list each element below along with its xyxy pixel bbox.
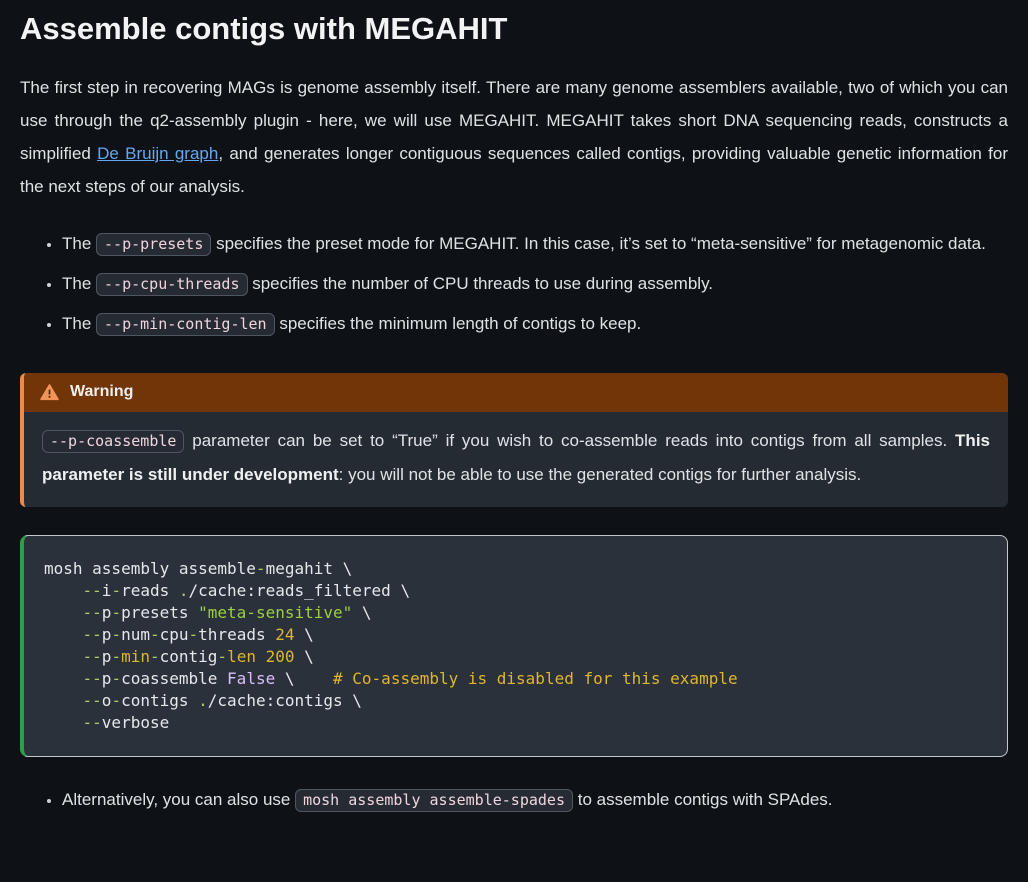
list-item [62, 783, 1008, 817]
warning-triangle-icon [40, 383, 59, 402]
text-run: parameter can be set to “True” if you wish to co-assemble reads into contigs from all samples. [184, 430, 956, 450]
code-token-op: - [217, 646, 228, 666]
code-token-pl: /cache:contigs \ [207, 690, 362, 710]
code-token-pl: threads [198, 624, 276, 644]
code-token-pl: p [101, 646, 112, 666]
list-item [62, 267, 1008, 301]
code-line [44, 558, 987, 580]
code-token-pl: presets [121, 602, 199, 622]
code-token-pl: verbose [101, 712, 170, 732]
code-token-op: - [111, 624, 122, 644]
text-run: The [62, 233, 97, 253]
text-run: to assemble contigs with SPAdes. [573, 789, 833, 809]
warning-admonition [20, 373, 1008, 507]
code-token-pl: megahit \ [265, 558, 353, 578]
text-run: specifies the preset mode for MEGAHIT. In this case, it’s set to “meta-sensitive” for metagenomic data. [211, 233, 986, 253]
list-item [62, 307, 1008, 341]
code-token-op: . [178, 580, 189, 600]
code-token-pl: o [101, 690, 112, 710]
code-token-pl: \ [275, 668, 334, 688]
intro-paragraph [20, 71, 1008, 203]
code-token-pl [44, 647, 83, 666]
code-token-op: -- [82, 580, 102, 600]
code-block [20, 535, 1008, 757]
code-token-op: - [111, 580, 122, 600]
code-token-pl: /cache:reads_filtered \ [188, 580, 411, 600]
code-token-pl: reads [121, 580, 179, 600]
text-run: The first step in recovering MAGs is genome assembly itself. There are many genome assemblers available, two of which you can use through the q2-assembly plugin - here, we will use MEGAHIT. MEGAHIT takes short DNA sequencing reads, constructs a simplified [20, 77, 1008, 163]
code-token-pl: contigs [121, 690, 199, 710]
code-token-op: -- [82, 624, 102, 644]
code-token-pl [44, 669, 83, 688]
code-token-op: . [198, 690, 208, 710]
code-token-num: min [121, 646, 150, 666]
code-token-op: -- [82, 690, 102, 710]
code-token-pl [44, 713, 83, 732]
code-token-op: - [255, 558, 266, 578]
code-line [44, 602, 987, 624]
text-run: Alternatively, you can also use [62, 789, 296, 809]
code-token-op: - [149, 646, 160, 666]
code-token-pl: contig [159, 646, 218, 666]
code-token-pl: p [101, 624, 112, 644]
code-token-pl: num [121, 624, 150, 644]
code-token-pl: coassemble [121, 668, 228, 688]
inline-code: --p-min-contig-len [96, 313, 275, 336]
text-run: specifies the minimum length of contigs to keep. [274, 313, 642, 333]
code-token-pl: \ [294, 646, 314, 666]
inline-code: mosh assembly assemble-spades [295, 789, 573, 812]
code-token-op: - [111, 602, 122, 622]
code-token-op: -- [82, 602, 102, 622]
code-token-num: 200 [265, 646, 295, 666]
code-line [44, 690, 987, 712]
warning-body [24, 412, 1008, 507]
text-run: : you will not be able to use the generated contigs for further analysis. [338, 464, 862, 484]
code-token-op: - [188, 624, 199, 644]
inline-link[interactable]: De Bruijn graph [97, 143, 219, 163]
code-token-op: - [111, 690, 122, 710]
code-token-pl: i [101, 580, 112, 600]
code-token-cm: # Co-assembly is disabled for this example [333, 668, 738, 688]
code-token-pl [256, 647, 266, 666]
code-token-pl [44, 691, 83, 710]
code-token-pl [44, 603, 83, 622]
code-token-pl: cpu [159, 624, 189, 644]
code-token-pl: \ [294, 624, 314, 644]
text-run: , and generates longer contiguous sequences called contigs, providing valuable genetic information for the next steps of our analysis. [20, 143, 1008, 196]
text-run: The [62, 273, 97, 293]
code-line [44, 712, 987, 734]
warning-header [24, 373, 1008, 412]
code-token-op: - [149, 624, 160, 644]
inline-code: --p-coassemble [42, 430, 184, 453]
code-line [44, 580, 987, 602]
code-token-pl [44, 581, 83, 600]
code-token-op: - [111, 646, 122, 666]
code-line [44, 624, 987, 646]
code-token-str: "meta-sensitive" [198, 602, 353, 622]
code-token-num: len [227, 646, 256, 666]
page-title: Assemble contigs with MEGAHIT [20, 11, 508, 46]
code-token-op: -- [82, 646, 102, 666]
code-line [44, 646, 987, 668]
code-token-pl: p [101, 668, 112, 688]
inline-code: --p-presets [96, 233, 211, 256]
warning-title: Warning [70, 383, 134, 401]
code-token-op: -- [82, 712, 102, 732]
code-token-kw: False [227, 668, 276, 688]
inline-code: --p-cpu-threads [96, 273, 247, 296]
outro-bullet-list [20, 783, 1008, 817]
code-token-pl: p [101, 602, 112, 622]
list-item [62, 227, 1008, 261]
code-token-op: -- [82, 668, 102, 688]
text-run: specifies the number of CPU threads to use during assembly. [247, 273, 714, 293]
code-token-op: - [111, 668, 122, 688]
parameter-bullet-list [20, 227, 1008, 341]
code-token-pl: \ [352, 602, 372, 622]
code-line [44, 668, 987, 690]
code-token-num: 24 [275, 624, 295, 644]
code-token-pl: mosh assembly assemble [44, 558, 256, 578]
text-run: The [62, 313, 97, 333]
bold-text: This parameter is still under development [42, 430, 990, 484]
code-token-pl [44, 625, 83, 644]
